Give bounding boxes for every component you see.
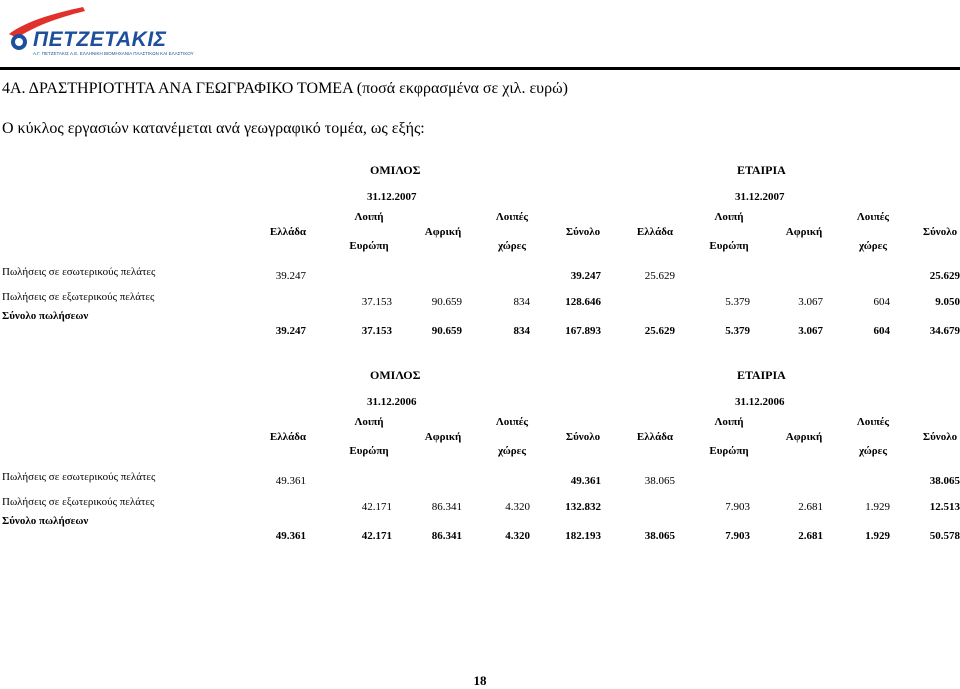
company-label: ΕΤΑΙΡΙΑ — [737, 163, 786, 177]
table-cell: 42.171 — [361, 530, 392, 542]
col-header-greece: Ελλάδα — [636, 226, 674, 238]
row-label: Σύνολο πωλήσεων — [2, 515, 89, 527]
col-header-other: χώρες — [858, 445, 888, 457]
group-date: 31.12.2007 — [367, 191, 417, 203]
table-cell: 38.065 — [644, 475, 675, 487]
col-header-other: Λοιπές — [495, 416, 529, 428]
group-label: ΟΜΙΛΟΣ — [370, 368, 421, 382]
table-cell: 128.646 — [565, 296, 601, 308]
table-cell: 39.247 — [570, 270, 601, 282]
table-cell: 38.065 — [929, 475, 960, 487]
col-header-other: χώρες — [858, 240, 888, 252]
row-label: Πωλήσεις σε εσωτερικούς πελάτες — [2, 471, 156, 483]
table-cell: 604 — [873, 325, 890, 337]
col-header-africa: Αφρική — [424, 226, 462, 238]
table-cell: 5.379 — [725, 325, 750, 337]
section-title-text: 4Α. ΔΡΑΣΤΗΡΙΟΤΗΤΑ ΑΝΑ ΓΕΩΓΡΑΦΙΚΟ ΤΟΜΕΑ — [2, 80, 353, 97]
table-cell: 25.629 — [644, 325, 675, 337]
page-number: 18 — [473, 673, 487, 688]
col-header-greece: Ελλάδα — [636, 431, 674, 443]
header-divider — [0, 67, 960, 70]
col-header-rest-europe: Λοιπή — [354, 211, 384, 223]
table-cell: 49.361 — [275, 530, 306, 542]
table-cell: 86.341 — [431, 501, 462, 513]
company-date: 31.12.2006 — [735, 396, 785, 408]
company-label: ΕΤΑΙΡΙΑ — [737, 368, 786, 382]
col-header-africa: Αφρική — [424, 431, 462, 443]
table-cell: 132.832 — [565, 501, 601, 513]
company-date: 31.12.2007 — [735, 191, 785, 203]
table-cell: 12.513 — [929, 501, 960, 513]
table-cell: 42.171 — [361, 501, 392, 513]
col-header-africa: Αφρική — [785, 226, 823, 238]
section-title-note: (ποσά εκφρασμένα σε χιλ. ευρώ) — [352, 80, 568, 97]
table-cell: 3.067 — [798, 296, 823, 308]
col-header-rest-europe: Ευρώπη — [709, 240, 749, 252]
col-header-other: Λοιπές — [856, 211, 890, 223]
table-cell: 834 — [513, 296, 530, 308]
table-cell: 49.361 — [570, 475, 601, 487]
col-header-rest-europe: Λοιπή — [354, 416, 384, 428]
group-label: ΟΜΙΛΟΣ — [370, 163, 421, 177]
table-cell: 834 — [513, 325, 530, 337]
table-cell: 49.361 — [275, 475, 306, 487]
table-cell: 25.629 — [929, 270, 960, 282]
row-label: Σύνολο πωλήσεων — [2, 310, 89, 322]
section-intro: Ο κύκλος εργασιών κατανέμεται ανά γεωγραφικό τομέα, ως εξής: — [2, 120, 425, 137]
table-cell: 1.929 — [865, 530, 890, 542]
table-cell: 604 — [873, 296, 890, 308]
table-cell: 4.320 — [505, 501, 530, 513]
company-name: ΠΕΤΖΕΤΑΚΙΣ — [33, 28, 167, 51]
section-title — [2, 80, 568, 98]
table-cell: 37.153 — [361, 296, 392, 308]
table-cell: 1.929 — [865, 501, 890, 513]
col-header-total: Σύνολο — [565, 226, 601, 238]
table-cell: 50.578 — [929, 530, 960, 542]
table-cell: 7.903 — [725, 501, 750, 513]
table-cell: 9.050 — [935, 296, 960, 308]
col-header-total: Σύνολο — [565, 431, 601, 443]
table-cell: 39.247 — [275, 270, 306, 282]
table-cell: 25.629 — [644, 270, 675, 282]
col-header-africa: Αφρική — [785, 431, 823, 443]
col-header-rest-europe: Λοιπή — [714, 416, 744, 428]
col-header-other: χώρες — [497, 445, 527, 457]
table-cell: 2.681 — [798, 530, 823, 542]
col-header-rest-europe: Λοιπή — [714, 211, 744, 223]
col-header-other: Λοιπές — [495, 211, 529, 223]
table-cell: 4.320 — [505, 530, 530, 542]
table-cell: 39.247 — [275, 325, 306, 337]
table-cell: 37.153 — [361, 325, 392, 337]
col-header-greece: Ελλάδα — [269, 431, 307, 443]
table-cell: 167.893 — [565, 325, 601, 337]
table-cell: 90.659 — [431, 325, 462, 337]
table-cell: 182.193 — [565, 530, 601, 542]
table-cell: 38.065 — [644, 530, 675, 542]
table-cell: 86.341 — [431, 530, 462, 542]
col-header-greece: Ελλάδα — [269, 226, 307, 238]
col-header-rest-europe: Ευρώπη — [349, 445, 389, 457]
row-label: Πωλήσεις σε εξωτερικούς πελάτες — [2, 291, 155, 303]
col-header-other: Λοιπές — [856, 416, 890, 428]
col-header-rest-europe: Ευρώπη — [349, 240, 389, 252]
table-cell: 5.379 — [725, 296, 750, 308]
row-label: Πωλήσεις σε εξωτερικούς πελάτες — [2, 496, 155, 508]
table-cell: 34.679 — [929, 325, 960, 337]
table-cell: 90.659 — [431, 296, 462, 308]
row-label: Πωλήσεις σε εσωτερικούς πελάτες — [2, 266, 156, 278]
col-header-other: χώρες — [497, 240, 527, 252]
col-header-total: Σύνολο — [922, 226, 958, 238]
table-cell: 7.903 — [725, 530, 750, 542]
company-subtitle: Α.Γ. ΠΕΤΖΕΤΑΚΙΣ Α.Ε. ΕΛΛΗΝΙΚΗ ΒΙΟΜΗΧΑΝΙΑ ΠΛΑΣΤΙΚΩΝ ΚΑΙ ΕΛΑΣΤΙΚΟΥ — [33, 51, 194, 56]
table-cell: 2.681 — [798, 501, 823, 513]
table-cell: 3.067 — [798, 325, 823, 337]
group-date: 31.12.2006 — [367, 396, 417, 408]
col-header-total: Σύνολο — [922, 431, 958, 443]
col-header-rest-europe: Ευρώπη — [709, 445, 749, 457]
